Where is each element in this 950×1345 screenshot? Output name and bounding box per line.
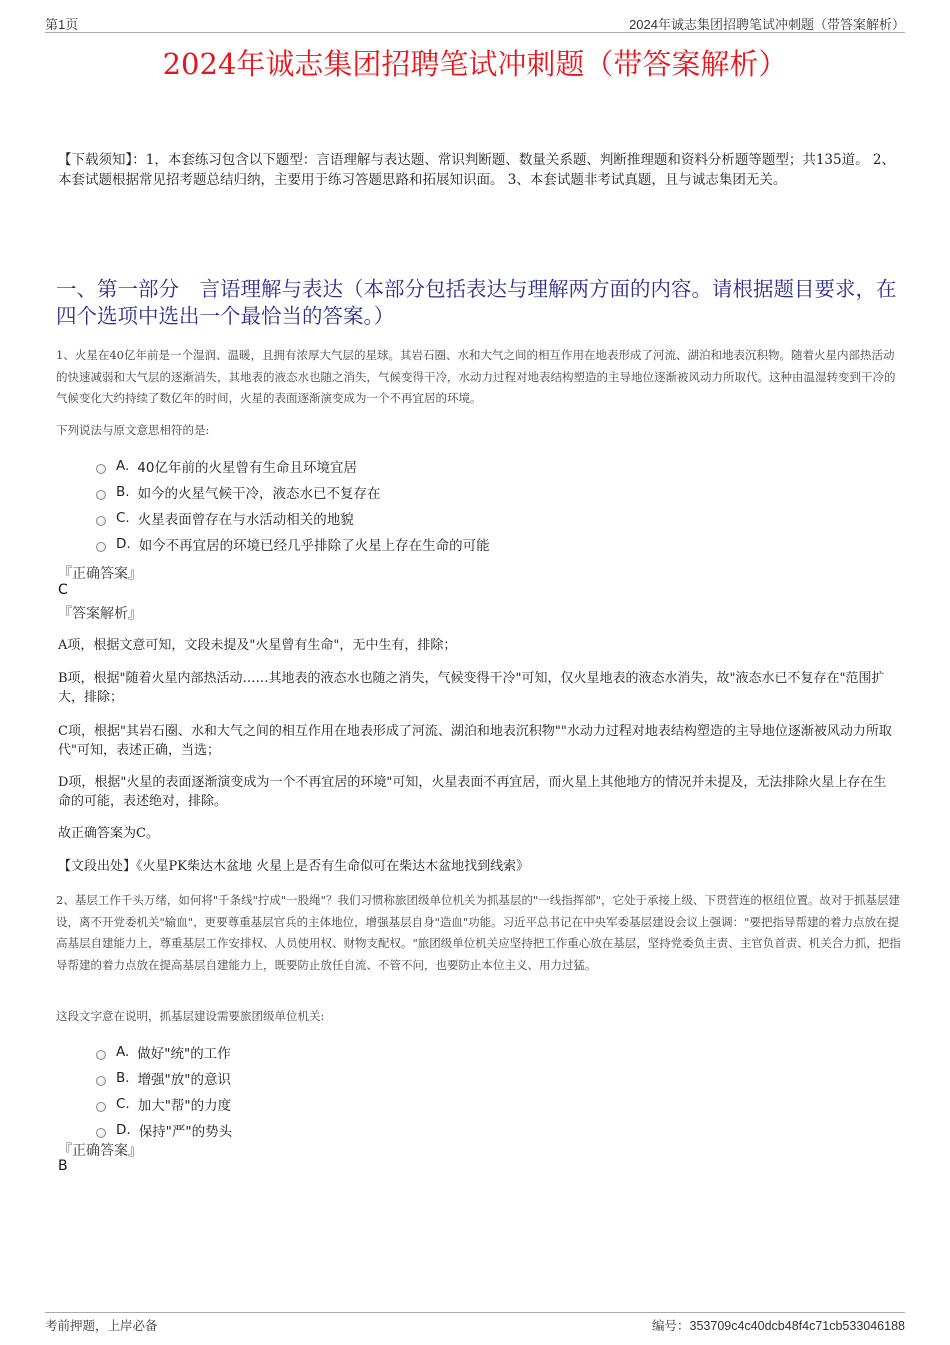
serial-number: 编号：353709c4c40dcb48f4c71cb533046188 — [652, 1319, 905, 1333]
option-d[interactable]: D. 如今不再宜居的环境已经几乎排除了火星上存在生命的可能 — [96, 531, 490, 557]
radio-icon[interactable] — [96, 490, 106, 500]
option-c[interactable]: C. 加大"帮"的力度 — [96, 1091, 232, 1117]
header-doc-title: 2024年诚志集团招聘笔试冲刺题（带答案解析） — [629, 17, 905, 32]
passage-source: 【文段出处】《火星PK柴达木盆地 火星上是否有生命似可在柴达木盆地找到线索》 — [58, 859, 530, 874]
option-d[interactable]: D. 保持"严"的势头 — [96, 1117, 232, 1143]
section-heading: 一、第一部分 言语理解与表达（本部分包括表达与理解两方面的内容。请根据题目要求，在四个选项中选出一个最恰当的答案。） — [56, 277, 897, 328]
analysis-label: 『答案解析』 — [58, 606, 142, 622]
question-2-options — [96, 1039, 232, 1143]
correct-answer: C — [58, 582, 68, 598]
correct-answer-label: 『正确答案』 — [58, 566, 142, 582]
radio-icon[interactable] — [96, 542, 106, 552]
analysis-a: A项，根据文意可知，文段未提及"火星曾有生命"，无中生有，排除； — [58, 638, 457, 653]
page-number: 第1页 — [45, 17, 79, 32]
radio-icon[interactable] — [96, 516, 106, 526]
option-c[interactable]: C. 火星表面曾存在与水活动相关的地貌 — [96, 505, 490, 531]
question-2-prompt: 这段文字意在说明，抓基层建设需要旅团级单位机关: — [56, 1009, 325, 1023]
question-1-prompt: 下列说法与原文意思相符的是: — [56, 423, 210, 437]
correct-answer: B — [58, 1158, 68, 1174]
correct-answer-label: 『正确答案』 — [58, 1143, 142, 1159]
document-title: 2024年诚志集团招聘笔试冲刺题（带答案解析） — [162, 47, 788, 81]
analysis-c: C项，根据"其岩石圈、水和大气之间的相互作用在地表形成了河流、湖泊和地表沉积物""水动力过程对地表结构塑造的主导地位逐渐被风动力所取代"可知，表述正确，当选； — [58, 724, 892, 758]
analysis-d: D项，根据"火星的表面逐渐演变成为一个不再宜居的环境"可知，火星表面不再宜居，而火星上其他地方的情况并未提及，无法排除火星上存在生命的可能，表述绝对，排除。 — [58, 775, 887, 809]
question-2-passage: 2、基层工作千头万绪，如何将"千条线"拧成"一股绳"？我们习惯称旅团级单位机关为抓基层的"一线指挥部"，它处于承接上级、下贯营连的枢纽位置。故对于抓基层建设，离不开党委机关"输血"，更要尊重基层官兵的主体地位，增强基层自身"造血"功能。习近平总书记在中央军委基层建设会议上强调："要把指导帮建的着力点放在提高基层自建能力上，尊重基层工作安排权、人员使用权、财物支配权。"旅团级单位机关应坚持把工作重心放在基层，坚持党委负主责、主官负首责、机关合力抓，把指导帮建的着力点放在提高基层自建能力上，既要防止放任自流、不管不问，也要防止本位主义、用力过猛。 — [56, 893, 901, 972]
question-1-options — [96, 453, 490, 557]
page-header — [45, 12, 905, 33]
option-b[interactable]: B. 增强"放"的意识 — [96, 1065, 232, 1091]
option-b[interactable]: B. 如今的火星气候干冷，液态水已不复存在 — [96, 479, 490, 505]
radio-icon[interactable] — [96, 1128, 106, 1138]
option-a[interactable]: A. 40亿年前的火星曾有生命且环境宜居 — [96, 453, 490, 479]
footer-slogan: 考前押题，上岸必备 — [45, 1319, 158, 1333]
radio-icon[interactable] — [96, 464, 106, 474]
radio-icon[interactable] — [96, 1102, 106, 1112]
analysis-conclusion: 故正确答案为C。 — [58, 826, 159, 841]
radio-icon[interactable] — [96, 1050, 106, 1060]
download-notice: 【下载须知】：1，本套练习包含以下题型：言语理解与表达题、常识判断题、数量关系题、判断推理题和资料分析题等题型；共135道。 2、本套试题根据常见招考题总结归纳，主要用于练习答题思路和拓展知识面。 3、本套试题非考试真题，且与诚志集团无关。 — [58, 152, 895, 188]
page-footer — [45, 1312, 905, 1333]
analysis-b: B项，根据"随着火星内部热活动……其地表的液态水也随之消失，气候变得干冷"可知，仅火星地表的液态水消失，故"液态水已不复存在"范围扩大，排除； — [58, 671, 885, 705]
radio-icon[interactable] — [96, 1076, 106, 1086]
question-1-passage: 1、火星在40亿年前是一个湿润、温暖，且拥有浓厚大气层的星球。其岩石圈、水和大气之间的相互作用在地表形成了河流、湖泊和地表沉积物。随着火星内部热活动的快速减弱和大气层的逐渐消失，其地表的液态水也随之消失，气候变得干冷，水动力过程对地表结构塑造的主导地位逐渐被风动力所取代。这种由温湿转变到干冷的气候变化大约持续了数亿年的时间，火星的表面逐渐演变成为一个不再宜居的环境。 — [56, 348, 896, 405]
option-a[interactable]: A. 做好"统"的工作 — [96, 1039, 232, 1065]
